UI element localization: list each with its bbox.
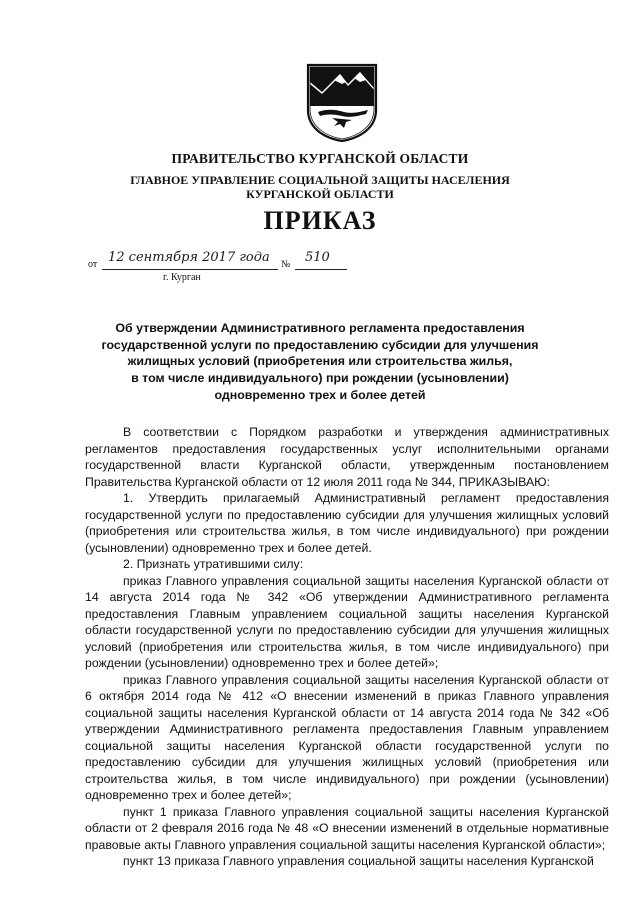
- city-label: г. Курган: [163, 272, 201, 283]
- subject-line: одновременно трех и более детей: [214, 387, 426, 402]
- subject-line: государственной услуги по предоставлению субсидии для улучшения: [101, 337, 539, 352]
- document-type-title: ПРИКАЗ: [263, 206, 377, 235]
- body-paragraph: приказ Главного управления социальной защиты населения Курганской области от 14 августа 2014 года № 342 «Об утверждении Административного регламента предоставления Главным управлением социальной защиты населения Курганской области государственной услуги по предоставлению субсидии для улучшения жилищных условий (приобретения или строительства жилья, в том числе индивидуального) при рождении (усыновлении) одновременно трех и более детей»;: [85, 573, 609, 670]
- order-body: [85, 424, 609, 870]
- coat-of-arms-icon: [304, 62, 380, 142]
- date-underline: [102, 269, 278, 270]
- org-sub-line: ГЛАВНОЕ УПРАВЛЕНИЕ СОЦИАЛЬНОЙ ЗАЩИТЫ НАСЕЛЕНИЯ: [130, 173, 510, 187]
- body-paragraph: пункт 1 приказа Главного управления социальной защиты населения Курганской области от 2 февраля 2016 года № 48 «О внесении изменений в отдельные нормативные правовые акты Главного управления социальной защиты населения Курганской области»;: [85, 804, 609, 852]
- from-label: от: [88, 259, 98, 270]
- number-label: №: [281, 259, 291, 270]
- order-subject: [100, 320, 540, 404]
- subject-line: в том числе индивидуального) при рождении (усыновлении): [131, 371, 509, 386]
- subject-line: Об утверждении Административного регламента предоставления: [115, 321, 525, 335]
- subject-line: жилищных условий (приобретения или строительства жилья,: [127, 354, 513, 369]
- org-main-title: ПРАВИТЕЛЬСТВО КУРГАНСКОЙ ОБЛАСТИ: [171, 151, 469, 166]
- body-paragraph: приказ Главного управления социальной защиты населения Курганской области от 6 октября 2014 года № 412 «О внесении изменений в приказ Главного управления социальной защиты населения Курганской области от 14 августа 2014 года № 342 «Об утверждении Административного регламента предоставления Главным управлением социальной защиты населения Курганской области государственной услуги по предоставлению субсидии для улучшения жилищных условий (приобретения или строительства жилья, в том числе индивидуального) при рождении (усыновлении) одновременно трех и более детей»;: [85, 672, 609, 802]
- handwritten-number: 510: [305, 250, 330, 265]
- org-sub-line: КУРГАНСКОЙ ОБЛАСТИ: [246, 187, 394, 201]
- body-paragraph: 1. Утвердить прилагаемый Административный регламент предоставления государственной услуги по предоставлению субсидии для улучшения жилищных условий (приобретения или строительства жилья, в том числе индивидуального) при рождении (усыновлении) одновременно трех и более детей.: [85, 491, 609, 555]
- org-sub-title: [0, 173, 640, 201]
- body-paragraph: пункт 13 приказа Главного управления социальной защиты населения Курганской: [123, 854, 594, 868]
- handwritten-date: 12 сентября 2017 года: [108, 250, 270, 265]
- body-paragraph: В соответствии с Порядком разработки и утверждения административных регламентов предоставления государственных услуг исполнительными органами государственной власти Курганской области, утвержденным постановлением Правительства Курганской области от 12 июля 2011 года № 344, ПРИКАЗЫВАЮ:: [85, 425, 609, 489]
- body-paragraph: 2. Признать утратившими силу:: [123, 557, 304, 571]
- number-underline: [295, 269, 347, 270]
